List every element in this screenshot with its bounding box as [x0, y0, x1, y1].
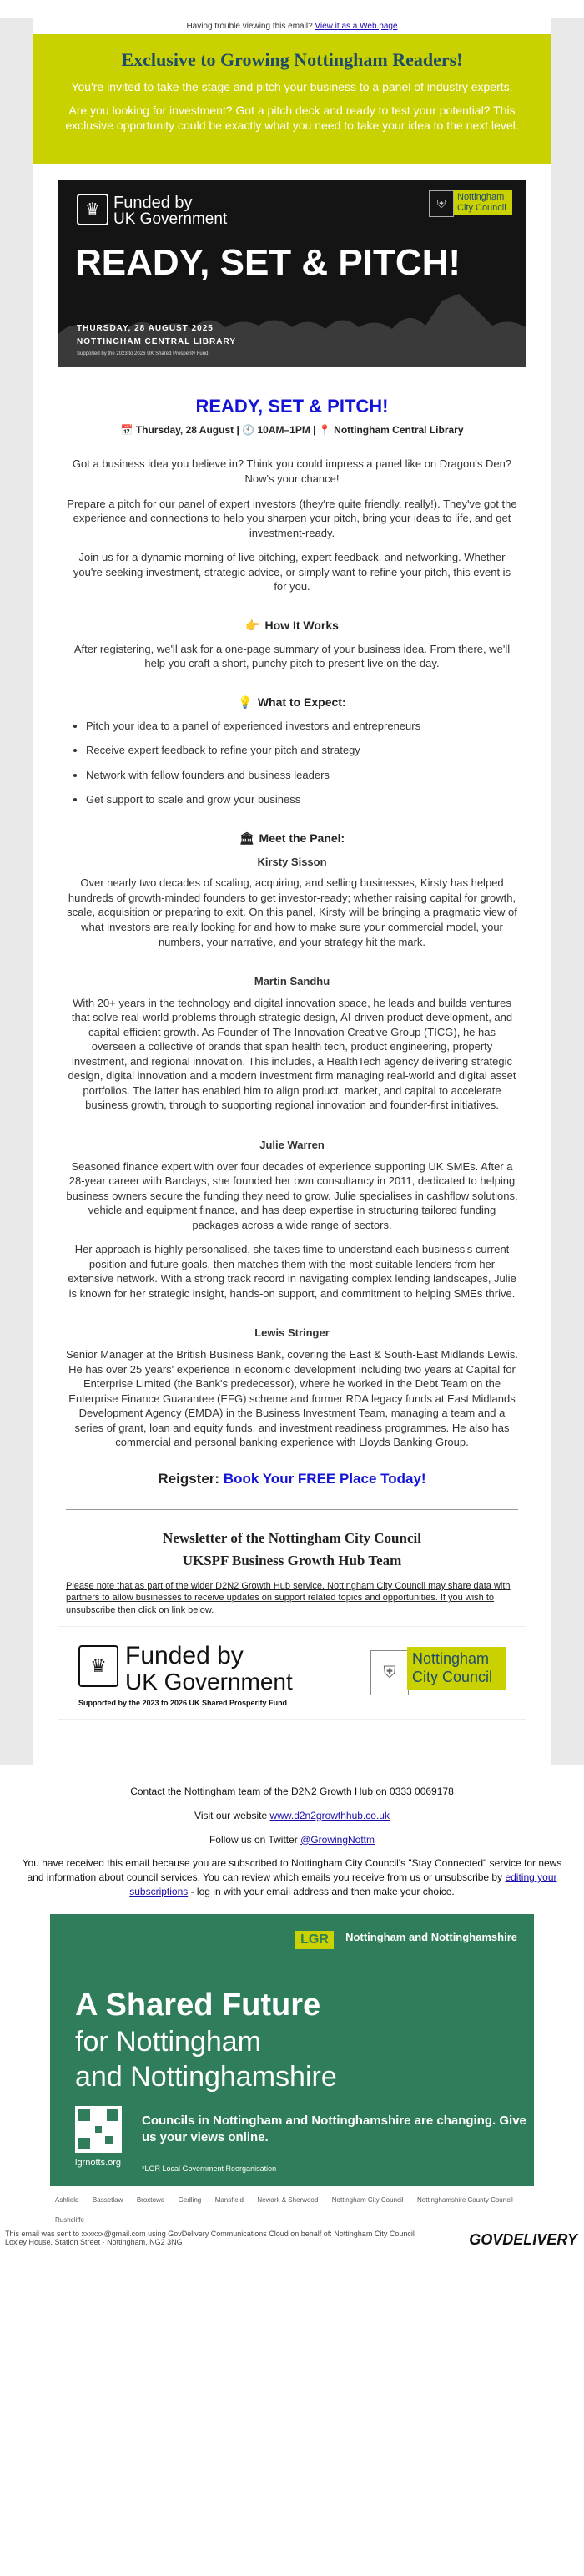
list-item: • Pitch your idea to a panel of experienced investors and entrepreneurs	[86, 719, 518, 734]
lightbulb-icon: 💡	[238, 695, 253, 709]
panelist-bio: With 20+ years in the technology and digital innovation space, he leads and builds ventures that solve real-world problems through strategic design, AI-driven product development, and capital-efficient growth. As Founder of The Innovation Creative Group (TICG), he has overseen a collective of brands that span health tech, product engineering, property investment, and regional innovation. This includes, a HealthTech agency delivering strategic design, digital innovation and a modern investment firm managing real-world and digital asset portfolios. The latter has enabled him to align product, market, and capital to accelerate business growth, through to supporting regional innovation and founder-first initiatives.	[68, 996, 516, 1112]
list-item: • Network with fellow founders and business leaders	[86, 768, 518, 783]
clock-icon: 🕙	[242, 424, 255, 437]
lgr-headline-1: A Shared Future	[75, 1987, 321, 2023]
data-sharing-notice[interactable]: Please note that as part of the wider D2N2 Growth Hub service, Nottingham City Council may share data with partners to allow businesses to receive updates on support related topics and opportunities. If you wish to unsubscribe then click on link below.	[66, 1581, 511, 1615]
footer-twitter: Follow us on Twitter @GrowingNottm	[209, 1833, 375, 1846]
funded-line-1: Funded by	[113, 193, 193, 212]
footer-contact: Contact the Nottingham team of the D2N2 Growth Hub on 0333 0069178	[130, 1786, 454, 1798]
event-time: 10AM–1PM	[257, 424, 310, 437]
legal-line-1: This email was sent to xxxxxx@gmail.com using GovDelivery Communications Cloud on behalf of: Nottingham City Council	[5, 2229, 415, 2238]
logo-funded-1: Funded by	[125, 1642, 244, 1670]
web-view-link[interactable]: View it as a Web page	[315, 22, 398, 31]
council-label: Nottingham City Council	[454, 190, 512, 215]
banner-title: Exclusive to Growing Nottingham Readers!	[121, 49, 463, 70]
partner-logo: Bassetlaw	[92, 2195, 123, 2204]
preheader	[33, 18, 551, 34]
legal-line-2: Loxley House, Station Street · Nottingham, NG2 3NG	[5, 2237, 183, 2246]
govdelivery-logo[interactable]: GOVDELIVERY	[469, 2230, 577, 2248]
list-item: • Get support to scale and grow your business	[86, 792, 518, 807]
council-crest-icon: ⛨	[429, 190, 454, 217]
partner-logo: Nottingham City Council	[331, 2195, 404, 2204]
event-content	[33, 394, 551, 1510]
expect-heading: 💡 What to Expect:	[238, 695, 346, 709]
lgr-org: Nottingham and Nottinghamshire	[345, 1930, 517, 1943]
divider	[66, 1509, 518, 1510]
qr-code-icon	[75, 2106, 122, 2153]
crown-crest-icon: ♛	[77, 194, 108, 225]
hero-location: NOTTINGHAM CENTRAL LIBRARY	[77, 336, 236, 346]
panelist-name: Julie Warren	[259, 1138, 325, 1151]
newsletter-line-2: UKSPF Business Growth Hub Team	[182, 1552, 402, 1568]
lgr-headline-2: for Nottingham	[75, 2025, 261, 2058]
hero-image	[58, 180, 526, 367]
edit-subscriptions-link[interactable]: editing your subscriptions	[129, 1871, 557, 1897]
footer	[0, 1765, 584, 1899]
pointing-hand-icon: 👉	[245, 618, 260, 632]
footer-subscription: You have received this email because you are subscribed to Nottingham City Council's "Stay Connected" service for news and information about council services. You can review which emails you receive from us or unsubscribe by editing your subscriptions - log in with your email address and then make your choice.	[22, 1857, 562, 1897]
funding-logos	[58, 1626, 526, 1720]
legal-footer	[0, 2215, 584, 2246]
lgr-badge: LGR	[295, 1931, 334, 1949]
panelist-name: Kirsty Sisson	[257, 855, 327, 868]
partner-logo: Mansfield	[214, 2195, 244, 2204]
partner-logo: Newark & Sherwood	[257, 2195, 319, 2204]
panelist-bio: Over nearly two decades of scaling, acquiring, and selling businesses, Kirsty has helped hundreds of growth-minded founders to get investor-ready; whether raising capital for growth, scale, acquisition or preparing to exit. On this panel, Kirsty will be bringing a pragmatic view of what investors are really looking for and how to make sure your commercial model, your numbers, your narrative, and your strategy hit the mark.	[67, 876, 517, 948]
panel-heading: 🏛 Meet the Panel:	[239, 831, 345, 845]
event-title: READY, SET & PITCH!	[195, 395, 389, 417]
event-venue: Nottingham Central Library	[334, 424, 464, 437]
panelist-bio-2: Her approach is highly personalised, she takes time to understand each business's current position and future goals, then matches them with the most suitable lenders from her extensive network. With a strong track record in navigating complex lending landscapes, Julie is known for her strategic insight, hands-on support, and commitment to helping SMEs thrive.	[68, 1243, 516, 1300]
intro-paragraph-3: Join us for a dynamic morning of live pitching, expert feedback, and networking. Whether you're seeking investment, strategic advice, or simply want to refine your pitch, this event is for you.	[73, 551, 511, 593]
hero-date: THURSDAY, 28 AUGUST 2025	[77, 323, 214, 333]
email-card	[33, 34, 551, 1765]
how-text: After registering, we'll ask for a one-page summary of your business idea. From there, we'll help you craft a short, punchy pitch to present live on the day.	[73, 642, 511, 670]
lgr-message: Councils in Nottingham and Nottinghamshire are changing. Give us your views online.	[142, 2113, 526, 2145]
footer-website: Visit our website www.d2n2growthhub.co.uk	[194, 1809, 390, 1821]
intro-paragraph-1: Got a business idea you believe in? Think you could impress a panel like on Dragon's Den? Now's your chance!	[72, 457, 512, 485]
crown-crest-icon: ♛	[78, 1645, 118, 1687]
partner-logo: Ashfield	[55, 2195, 79, 2204]
intro-paragraph-2: Prepare a pitch for our panel of expert investors (they're quite friendly, really!). They've got the experience and connections to help you sharpen your pitch, bring your ideas to life, and get investment-ready.	[67, 497, 517, 539]
funded-line-2: UK Government	[113, 210, 228, 228]
partner-logo: Broxtowe	[136, 2195, 165, 2204]
event-details: 📅 Thursday, 28 August | 🕙 10AM–1PM | 📍 Nottingham Central Library	[120, 424, 464, 437]
event-date: Thursday, 28 August	[135, 424, 234, 437]
partner-logo: Nottinghamshire County Council	[417, 2195, 513, 2204]
lgr-advert[interactable]	[50, 1914, 534, 2224]
council-label: Nottingham City Council	[407, 1647, 506, 1690]
lgr-note: *LGR Local Government Reorganisation	[142, 2164, 277, 2173]
partner-logo: Rushcliffe	[55, 2215, 84, 2224]
panelist-name: Martin Sandhu	[254, 975, 330, 988]
logo-supported: Supported by the 2023 to 2026 UK Shared Prosperity Fund	[78, 1699, 288, 1708]
lgr-logo	[300, 1930, 517, 1947]
banner-line-1: You're invited to take the stage and pitch your business to a panel of industry experts.	[71, 80, 513, 93]
expect-list	[66, 719, 518, 807]
banner-line-2: Are you looking for investment? Got a pitch deck and ready to test your potential? This exclusive opportunity could be exactly what you need to take your idea to the next level.	[65, 104, 519, 133]
register-label: Reigster:	[158, 1470, 220, 1487]
hero-supported: Supported by the 2023 to 2026 UK Shared Prosperity Fund	[77, 351, 209, 356]
calendar-icon: 📅	[120, 424, 133, 437]
list-item: • Receive expert feedback to refine your pitch and strategy	[86, 743, 518, 758]
website-link[interactable]: www.d2n2growthhub.co.uk	[269, 1809, 390, 1821]
panelist-bio: Senior Manager at the British Business Bank, covering the East & South-East Midlands Lewis. He has over 25 years' experience in economic development including two years at Capital for Enterprise Limited (the Bank's predecessor), where he worked in the Debt Team on the Enterprise Finance Guarantee (EFG) scheme and former RDA legacy funds at East Midlands Development Agency (EMDA) in the Business Investment Team, managing a team and a series of grant, loan and equity funds, and investment readiness programmes. He also has commercial and personal banking experience with Lloyds Banking Group.	[66, 1347, 518, 1449]
newsletter-line-1: Newsletter of the Nottingham City Council	[163, 1529, 421, 1546]
pin-icon: 📍	[318, 424, 331, 437]
newsletter-title	[33, 1527, 551, 1572]
bank-icon: 🏛	[239, 831, 254, 845]
panelist-bio: Seasoned finance expert with over four decades of experience supporting UK SMEs. After a 28-year career with Barclays, she founded her own consultancy in 2011, dedicated to helping business owners secure the funding they need to grow. Julie specialises in cashflow solutions, vehicle and equipment finance, and has deep expertise in structuring tailored funding packages across a wide range of sectors.	[66, 1159, 518, 1231]
hero-headline: READY, SET & PITCH!	[75, 241, 461, 283]
council-crest-icon: ⛨	[370, 1650, 409, 1695]
email-outer	[0, 18, 584, 1765]
partner-logo: Gedling	[178, 2195, 202, 2204]
intro-banner	[33, 34, 551, 164]
panelist-name: Lewis Stringer	[254, 1326, 330, 1340]
lgr-headline-3: and Nottinghamshire	[75, 2060, 337, 2093]
register-link[interactable]: Book Your FREE Place Today!	[223, 1470, 426, 1487]
top-bar	[0, 0, 584, 18]
register-line	[66, 1470, 518, 1489]
how-heading: 👉 How It Works	[245, 618, 339, 632]
twitter-link[interactable]: @GrowingNottm	[300, 1833, 375, 1846]
preheader-text: Having trouble viewing this email?	[186, 22, 313, 31]
partner-logos	[50, 2186, 534, 2224]
lgr-site: lgrnotts.org	[75, 2157, 122, 2168]
logo-funded-2: UK Government	[125, 1669, 293, 1695]
